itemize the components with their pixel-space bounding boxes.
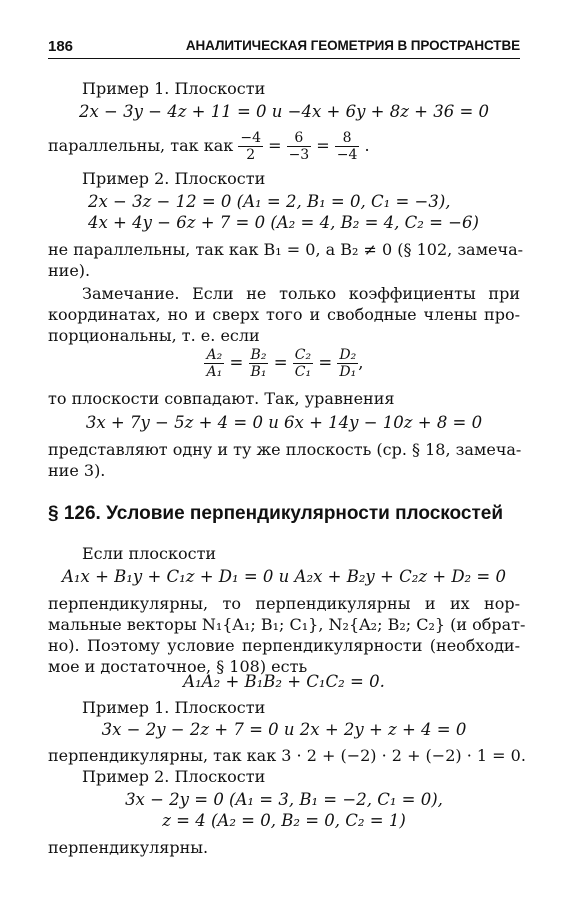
remark-line1: Замечание. Если не только коэффициенты при <box>82 284 520 303</box>
fraction <box>238 130 263 163</box>
fraction-numerator: A₂ <box>206 347 223 363</box>
remark-equation: 3x + 7y − 5z + 4 = 0 и 6x + 14y − 10z + 8 = 0 <box>85 413 483 432</box>
example4-conclusion: перпендикулярны. <box>48 838 209 857</box>
section-intro: Если плоскости <box>82 544 217 563</box>
example4-equation1: 3x − 2y = 0 (A₁ = 3, B₁ = −2, C₁ = 0), <box>125 790 443 809</box>
section-text-line3: но). Поэтому условие перпендикулярности (необходи- <box>48 636 520 655</box>
remark-line6: ние 3). <box>48 461 106 480</box>
fraction-numerator: 8 <box>335 130 360 147</box>
example2-text-line1: не параллельны, так как B₁ = 0, а B₂ ≠ 0 (§ 102, замеча- <box>48 240 524 259</box>
remark-line5: представляют одну и ту же плоскость (ср. § 18, замеча- <box>48 440 522 459</box>
example2-title: Пример 2. Плоскости <box>82 169 266 188</box>
example2-equation2: 4x + 4y − 6z + 7 = 0 (A₂ = 4, B₂ = 4, C₂ = −6) <box>88 213 479 232</box>
fraction <box>204 347 224 380</box>
remark-proportion: $\frac{\text{A₂}}{\text{A₁}}$ = $\frac{\text{B₂}}{\text{B₁}}$ = $\frac{\text{C₂}}{\text{C₁}}$ = $\frac{\text{D₂}}{\text{D₁}}$ , <box>206 347 364 380</box>
fraction-numerator: D₂ <box>339 347 357 363</box>
fraction <box>335 130 360 163</box>
example1-equation: 2x − 3y − 4z + 11 = 0 и −4x + 6y + 8z + 36 = 0 <box>78 102 490 121</box>
section-text-line1: перпендикулярны, то перпендикулярны и их нор- <box>48 594 520 613</box>
example1-conclusion: параллельны, так как $\frac{-4}{2}$ = $\frac{6}{-3}$ = $\frac{8}{-4}$ . <box>48 130 370 163</box>
fraction <box>293 347 313 380</box>
fraction-denominator: B₁ <box>250 364 267 380</box>
fraction-denominator: −4 <box>336 147 358 163</box>
perpendicularity-condition: A₁A₂ + B₁B₂ + C₁C₂ = 0. <box>183 672 385 691</box>
example4-title: Пример 2. Плоскости <box>82 767 266 786</box>
example3-equation: 3x − 2y − 2z + 7 = 0 и 2x + 2y + z + 4 = 0 <box>101 720 467 739</box>
fraction-denominator: C₁ <box>294 364 312 380</box>
fraction-numerator: −4 <box>240 130 261 146</box>
example1-conclusion-text: параллельны, так как <box>48 136 234 155</box>
page-header <box>48 34 520 59</box>
fraction-denominator: −3 <box>288 147 310 163</box>
fraction <box>287 130 312 163</box>
section-text-line2: мальные векторы N₁{A₁; B₁; C₁}, N₂{A₂; B₂; C₂} (и обрат- <box>48 615 526 634</box>
fraction <box>337 347 358 380</box>
fraction-numerator: B₂ <box>250 347 267 363</box>
page-number: 186 <box>48 38 74 55</box>
remark-line4: то плоскости совпадают. Так, уравнения <box>48 389 395 408</box>
fraction-numerator: C₂ <box>294 347 312 363</box>
section-heading: § 126. Условие перпендикулярности плоскостей <box>48 503 504 524</box>
fraction <box>249 347 269 380</box>
example3-conclusion: перпендикулярны, так как 3 · 2 + (−2) · 2 + (−2) · 1 = 0. <box>48 746 526 765</box>
fraction-denominator: D₁ <box>339 364 357 380</box>
fraction-denominator: A₁ <box>206 364 223 380</box>
remark-line2: координатах, но и сверх того и свободные члены про- <box>48 305 520 324</box>
section-text-line4: мое и достаточное, § 108) есть <box>48 657 308 676</box>
section-equation: A₁x + B₁y + C₁z + D₁ = 0 и A₂x + B₂y + C₂z + D₂ = 0 <box>62 567 506 586</box>
example2-equation1: 2x − 3z − 12 = 0 (A₁ = 2, B₁ = 0, C₁ = −3), <box>88 192 451 211</box>
fraction-denominator: 2 <box>246 147 256 163</box>
remark-line3: порциональны, т. е. если <box>48 326 260 345</box>
example2-text-line2: ние). <box>48 261 91 280</box>
running-title: АНАЛИТИЧЕСКАЯ ГЕОМЕТРИЯ В ПРОСТРАНСТВЕ <box>185 38 520 53</box>
example3-title: Пример 1. Плоскости <box>82 698 266 717</box>
example1-title: Пример 1. Плоскости <box>82 79 266 98</box>
example4-equation2: z = 4 (A₂ = 0, B₂ = 0, C₂ = 1) <box>162 811 406 830</box>
fraction-numerator: 6 <box>287 130 312 147</box>
